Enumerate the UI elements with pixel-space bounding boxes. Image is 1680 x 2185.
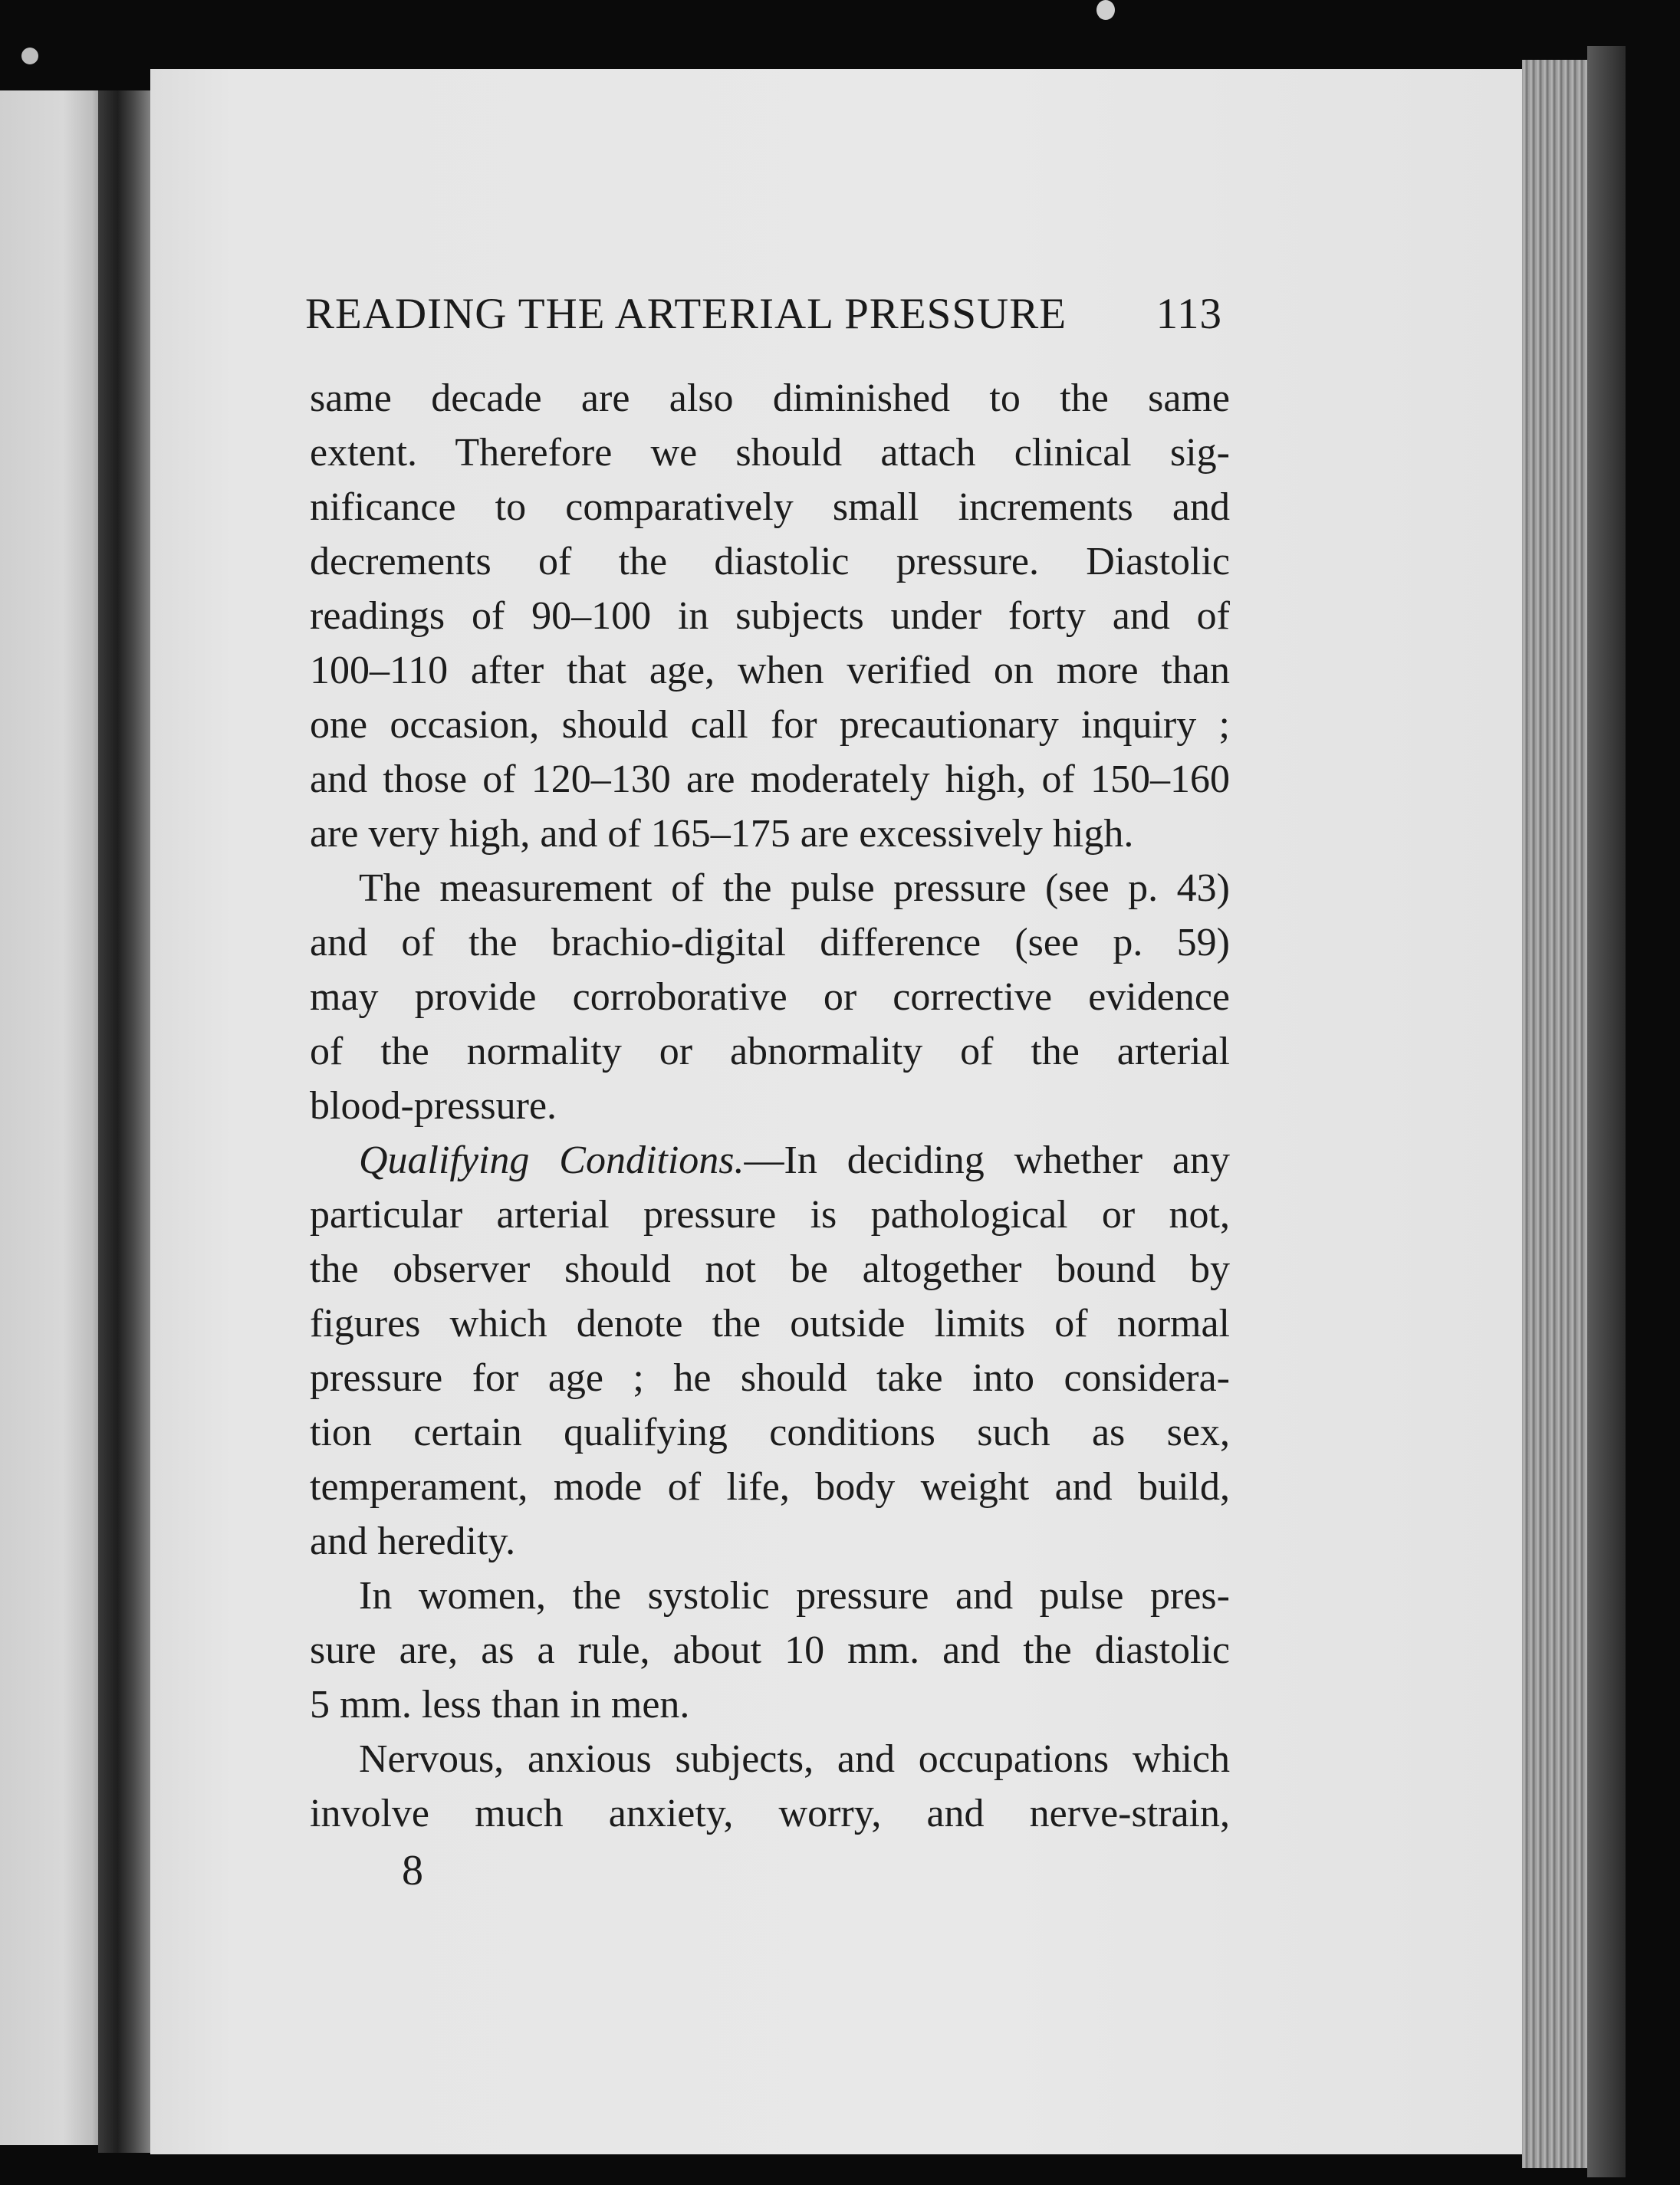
text-line: and heredity. (310, 1520, 516, 1563)
text-line: figures which denote the outside limits of normal (310, 1302, 1230, 1346)
text-line: of the normality or abnormality of the arterial (310, 1030, 1230, 1073)
text-line: 5 mm. less than in men. (310, 1683, 690, 1727)
text-line: Nervous, anxious subjects, and occupations which (359, 1737, 1230, 1781)
text-line: pressure for age ; he should take into considera- (310, 1356, 1230, 1400)
text-line: and those of 120–130 are moderately high, of 150–160 (310, 757, 1230, 801)
text-line: tion certain qualifying conditions such as sex, (310, 1411, 1230, 1454)
text-line: blood-pressure. (310, 1084, 557, 1128)
page-number: 113 (1156, 290, 1222, 338)
text-line: sure are, as a rule, about 10 mm. and the diastolic (310, 1628, 1230, 1672)
running-head-title: READING THE ARTERIAL PRESSURE (305, 290, 1067, 338)
text-line: temperament, mode of life, body weight and build, (310, 1465, 1230, 1509)
dust-speck (1096, 0, 1115, 20)
text-line: In women, the systolic pressure and pulse pres- (359, 1574, 1230, 1618)
text-run: —In deciding whether any (744, 1138, 1230, 1182)
text-line: the observer should not be altogether bound by (310, 1247, 1230, 1291)
body-text (310, 371, 1230, 1841)
text-line: and of the brachio-digital difference (see p. 59) (310, 921, 1230, 964)
text-line: same decade are also diminished to the same (310, 376, 1230, 420)
text-line: may provide corroborative or corrective evidence (310, 975, 1230, 1019)
text-line: particular arterial pressure is pathological or not, (310, 1193, 1230, 1237)
text-line: 100–110 after that age, when verified on more than (310, 649, 1230, 692)
text-line: involve much anxiety, worry, and nerve-strain, (310, 1792, 1230, 1835)
text-line: readings of 90–100 in subjects under forty and of (310, 594, 1230, 638)
book-cover-edge (1587, 46, 1626, 2177)
text-line: are very high, and of 165–175 are excessively high. (310, 812, 1134, 856)
text-line: one occasion, should call for precautionary inquiry ; (310, 703, 1230, 747)
book-gutter (98, 90, 153, 2153)
text-line (310, 1133, 1230, 1188)
signature-mark: 8 (402, 1847, 423, 1894)
dust-speck (21, 48, 38, 64)
text-line: extent. Therefore we should attach clinical sig- (310, 431, 1230, 475)
text-line: decrements of the diastolic pressure. Diastolic (310, 540, 1230, 583)
section-heading: Qualifying Conditions. (359, 1138, 745, 1182)
text-line: nificance to comparatively small increments and (310, 485, 1230, 529)
page-stack-edge (1522, 60, 1595, 2168)
text-line: The measurement of the pulse pressure (see p. 43) (359, 866, 1230, 910)
